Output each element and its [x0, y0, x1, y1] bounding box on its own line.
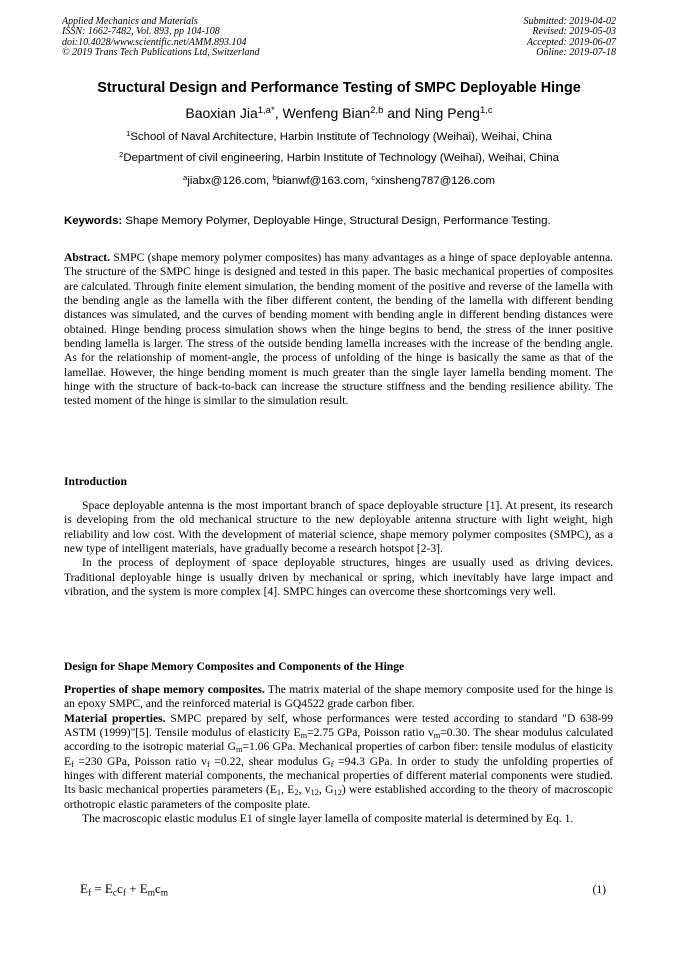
section-heading-introduction: Introduction [64, 475, 127, 488]
paragraph: Properties of shape memory composites. The matrix material of the shape memory composite used for the hinge is an epoxy SMPC, and the reinforced material is GQ4522 grade carbon fiber. [64, 683, 613, 711]
subsection-label: Material properties. [64, 711, 166, 725]
equation-1: $E_f = E_cc_f + E_mc_m$ [80, 881, 169, 899]
paragraph: Space deployable antenna is the most important branch of space deployable structure [1]. At present, its research is developing from the old mechanical structure to the new deployable antenna structure with light weight, high reliability and low cost. With the development of material science, shape memory polymer composites (SMPC), as a new type of intelligent materials, have gradually become a research hotspot [2-3]. [64, 499, 613, 556]
submitted-date: Submitted: 2019-04-02 [523, 16, 616, 27]
email-link[interactable]: xinsheng787@126.com [375, 175, 495, 187]
author-name: Baoxian Jia [185, 105, 258, 121]
author-name: Wenfeng Bian [282, 105, 371, 121]
abstract-text: SMPC (shape memory polymer composites) has many advantages as a hinge of space deployable antenna. The structure of the SMPC hinge is designed and tested in this paper. The basic mechanical properties of composites are calculated. Through finite element simulation, the bending moment of the positive and reverse of the lamella with the bending angle as the lamella with the fiber different content, the bending of the lamella with different bending distances was simulated, and the curves of bending moment with bending angle in different bending distances were obtained. Hinge bending process simulation shows when the hinge begins to bend, the stress of the inner positive bending lamella is larger. The stress of the outside bending lamella increases with the increase of the bending angle. As for the relationship of moment-angle, the process of unfolding of the hinge is basically the same as that of the lamellae. However, the hinge bending moment is much greater than the single layer lamella bending moment. The hinge with the structure of back-to-back can increase the structure stiffness and the bending resilience ability. The tested moment of the hinge is similar to the simulation result. [64, 251, 613, 408]
doi-line: doi:10.4028/www.scientific.net/AMM.893.104 [62, 36, 247, 48]
design-body [64, 683, 613, 826]
issn-line: ISSN: 1662-7482, Vol. 893, pp 104-108 [62, 26, 220, 38]
copyright-line: © 2019 Trans Tech Publications Ltd, Switzerland [62, 47, 260, 59]
equation-number: (1) [592, 883, 606, 896]
abstract [64, 251, 613, 409]
introduction-body [64, 499, 613, 599]
accepted-date: Accepted: 2019-06-07 [526, 36, 616, 48]
abstract-label: Abstract. [64, 251, 111, 264]
keywords-text: Shape Memory Polymer, Deployable Hinge, Structural Design, Performance Testing. [122, 215, 551, 227]
paper-title: Structural Design and Performance Testing of SMPC Deployable Hinge [97, 80, 581, 96]
journal-name: Applied Mechanics and Materials [62, 16, 198, 27]
author-affil-mark: 2,b [370, 104, 384, 116]
subsection-label: Properties of shape memory composites. [64, 683, 265, 696]
email-link[interactable]: jiabx@126.com [187, 175, 267, 187]
paragraph: The macroscopic elastic modulus E1 of single layer lamella of composite material is determined by Eq. 1. [82, 812, 574, 826]
revised-date: Revised: 2019-05-03 [532, 26, 616, 38]
author-affil-mark: 1,a* [257, 104, 275, 116]
section-heading-design: Design for Shape Memory Composites and Components of the Hinge [64, 660, 405, 673]
paragraph: Material properties. SMPC prepared by self, whose performances were tested according to standard "D 638-99 ASTM (1999)"[5]. Tensile modulus of elasticity $E_m=2.75$ GPa, Poisson ratio $v_m=0.30$. The shear modulus calculated according to the isotropic material $G_m=1.06$ GPa. Mechanical properties of carbon fiber: tensile modulus of elasticity $E_f =230$ GPa, Poisson ratio $v_f =0.22$, shear modulus $G_f =94.3$ GPa. In order to study the unfolding properties of hinges with different material components, the mechanical properties of different material components were studied. Its basic mechanical properties parameters ($E_1$, $E_2$, $v_{12}$, $G_{12}$) were established according to the theory of macroscopic orthotropic elastic parameters of the composite plate. [64, 711, 614, 811]
author-name: Ning Peng [414, 105, 480, 121]
author-emails: $^a$jiabx@126.com, $^b$bianwf@163.com, $^c$xinsheng787@126.com [183, 172, 495, 187]
author-affil-mark: 1,c [479, 104, 493, 116]
author-list: Baoxian Jia$^{1,a*}$, Wenfeng Bian$^{2,b}$ and Ning Peng$^{1,c}$ [185, 104, 493, 121]
affiliation-2: $^2$Department of civil engineering, Harbin Institute of Technology (Weihai), Weihai, China [119, 149, 559, 164]
publication-dates [524, 17, 617, 59]
affiliation-1: $^1$School of Naval Architecture, Harbin Institute of Technology (Weihai), Weihai, China [126, 128, 552, 143]
keywords-label: Keywords: [64, 215, 123, 227]
keywords [64, 215, 624, 227]
email-link[interactable]: bianwf@163.com [276, 175, 365, 187]
journal-info [62, 17, 260, 59]
online-date: Online: 2019-07-18 [536, 47, 616, 59]
paragraph: In the process of deployment of space deployable structures, hinges are usually used as driving devices. Traditional deployable hinge is usually driven by mechanical or spring, which inevitably have large impact and vibration, and the system is more complex [4]. SMPC hinges can overcome these shortcomings very well. [64, 556, 613, 599]
